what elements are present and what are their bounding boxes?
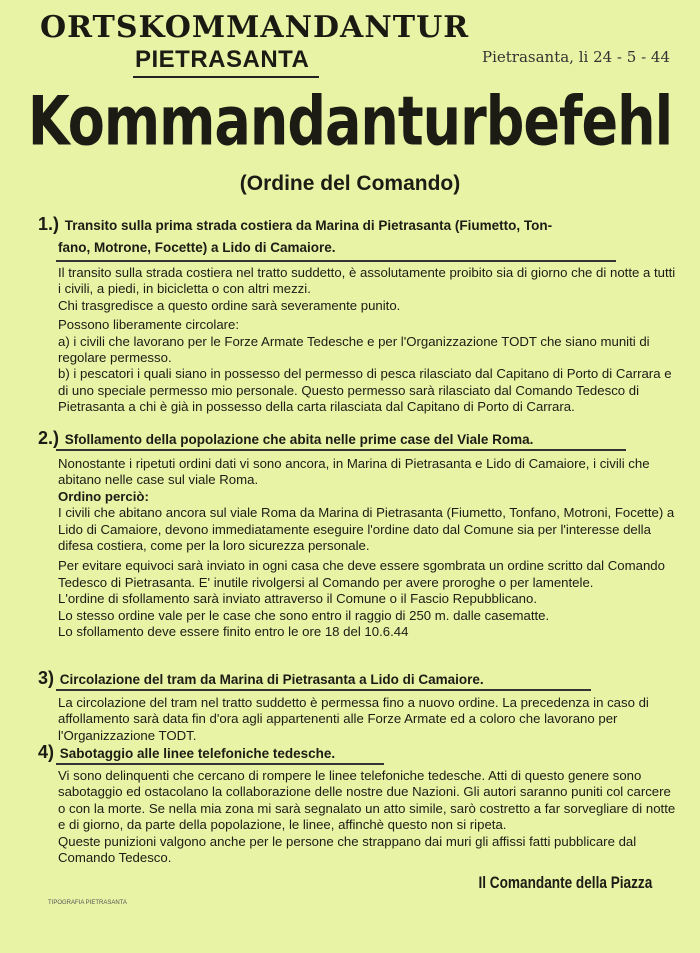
section-4-rule bbox=[56, 763, 384, 765]
section-4-paragraph: Vi sono delinquenti che cercano di rompere le linee telefoniche tedesche. Atti di questo genere sono sabotaggio ed ostacolano la collaborazione delle nostre due Nazioni. Gli autori saranno puniti col carcere o con la morte. Se nella mia zona mi sarà segnalato un atto simile, sarò costretto a far sorvegliare di notte e di giorno, da parte della popolazione, le linee, affinchè questo non si ripeta. bbox=[58, 768, 676, 833]
section-3-heading bbox=[38, 668, 484, 690]
section-2-paragraph: L'ordine di sfollamento sarà inviato attraverso il Comune o il Fascio Repubblicano. bbox=[58, 591, 537, 607]
section-4-heading bbox=[38, 742, 335, 764]
section-4-number: 4) bbox=[38, 742, 55, 762]
poster-subtitle: (Ordine del Comando) bbox=[239, 172, 461, 195]
section-2-paragraph: Lo stesso ordine vale per le case che sono entro il raggio di 250 m. dalle casematte. bbox=[58, 607, 550, 623]
section-2-paragraph: Nonostante i ripetuti ordini dati vi sono ancora, in Marina di Pietrasanta e Lido di Camaiore, i civili che abitano nelle case sul viale Roma. bbox=[58, 456, 650, 488]
section-3-heading-line1: Circolazione del tram da Marina di Pietrasanta a Lido di Camaiore. bbox=[59, 672, 484, 687]
section-2-paragraph: Per evitare equivoci sarà inviato in ogni casa che deve essere sgombrata un ordine scritto dal Comando Tedesco di Pietrasanta. E' inutile rivolgersi al Comando per avere proroghe o per lamentele. bbox=[58, 558, 665, 590]
section-2-paragraph: I civili che abitano ancora sul viale Roma da Marina di Pietrasanta (Fiumetto, Tonfano, Motroni, Focette) a Lido di Camaiore, devono immediatamente eseguire l'ordine dato dal Comune sia per l'interesse della difesa costiera, come per la loro sicurezza personale. bbox=[58, 505, 675, 554]
printer-note: TIPOGRAFIA PIETRASANTA bbox=[48, 900, 127, 906]
section-1-heading-line1: Transito sulla prima strada costiera da Marina di Pietrasanta (Fiumetto, Ton- bbox=[64, 218, 553, 233]
section-1-number: 1.) bbox=[38, 214, 60, 234]
section-3-number: 3) bbox=[38, 668, 55, 688]
section-1-body bbox=[58, 265, 680, 416]
section-3-body bbox=[58, 695, 680, 744]
section-1-heading bbox=[38, 214, 552, 236]
poster-title: Kommandanturbefehl bbox=[27, 82, 673, 161]
section-2-paragraph: Lo sfollamento deve essere finito entro le ore 18 del 10.6.44 bbox=[58, 624, 409, 640]
section-1-paragraph: Chi trasgredisce a questo ordine sarà severamente punito. bbox=[58, 297, 401, 313]
date-line: Pietrasanta, li 24 - 5 - 44 bbox=[481, 48, 670, 66]
section-3-rule bbox=[56, 689, 591, 691]
section-1-paragraph: a) i civili che lavorano per le Forze Armate Tedesche e per l'Organizzazione TODT che siano muniti di regolare permesso. bbox=[58, 333, 650, 366]
section-2-paragraph: Ordino perciò: bbox=[58, 488, 149, 504]
section-1-rule bbox=[56, 260, 616, 262]
section-1-paragraph: b) i pescatori i quali siano in possesso del permesso di pesca rilasciato dal Capitano di Porto di Carrara e di uno speciale permesso mio personale. Questo permesso sarà rilasciato dal Comando Tedesco di Pietrasanta a chi è già in possesso della carta rilasciata dal Capitano di Porto di Carrara. bbox=[58, 366, 672, 415]
town-underline bbox=[133, 76, 319, 78]
section-4-paragraph: Queste punizioni valgono anche per le persone che strappano dai muri gli affissi fatti pubblicare dal Comando Tedesco. bbox=[58, 833, 637, 866]
town-heading: PIETRASANTA bbox=[135, 46, 310, 73]
section-2-number: 2.) bbox=[38, 428, 60, 448]
section-4-body bbox=[58, 768, 680, 866]
signature: Il Comandante della Piazza bbox=[478, 873, 652, 892]
command-office-heading: ORTSKOMMANDANTUR bbox=[40, 10, 470, 45]
section-3-paragraph: La circolazione del tram nel tratto suddetto è permessa fino a nuovo ordine. La precedenza in caso di affollamento sarà data fin d'ora agli appartenenti alle Forze Armate ed a coloro che lavorano per l'Organizzazione TODT. bbox=[58, 695, 649, 743]
section-2-body bbox=[58, 456, 680, 640]
section-2-rule bbox=[56, 449, 626, 451]
section-1-heading-line2: fano, Motrone, Focette) a Lido di Camaiore. bbox=[58, 240, 336, 255]
section-1-paragraph: Possono liberamente circolare: bbox=[58, 317, 240, 333]
section-1-heading-cont bbox=[58, 238, 336, 258]
section-2-heading-line1: Sfollamento della popolazione che abita nelle prime case del Viale Roma. bbox=[64, 432, 534, 447]
section-4-heading-line1: Sabotaggio alle linee telefoniche tedesche. bbox=[59, 746, 336, 761]
section-2-heading bbox=[38, 428, 533, 450]
section-1-paragraph: Il transito sulla strada costiera nel tratto suddetto, è assolutamente proibito sia di giorno che di notte a tutti i civili, a piedi, in bicicletta o con altri mezzi. bbox=[58, 265, 676, 297]
